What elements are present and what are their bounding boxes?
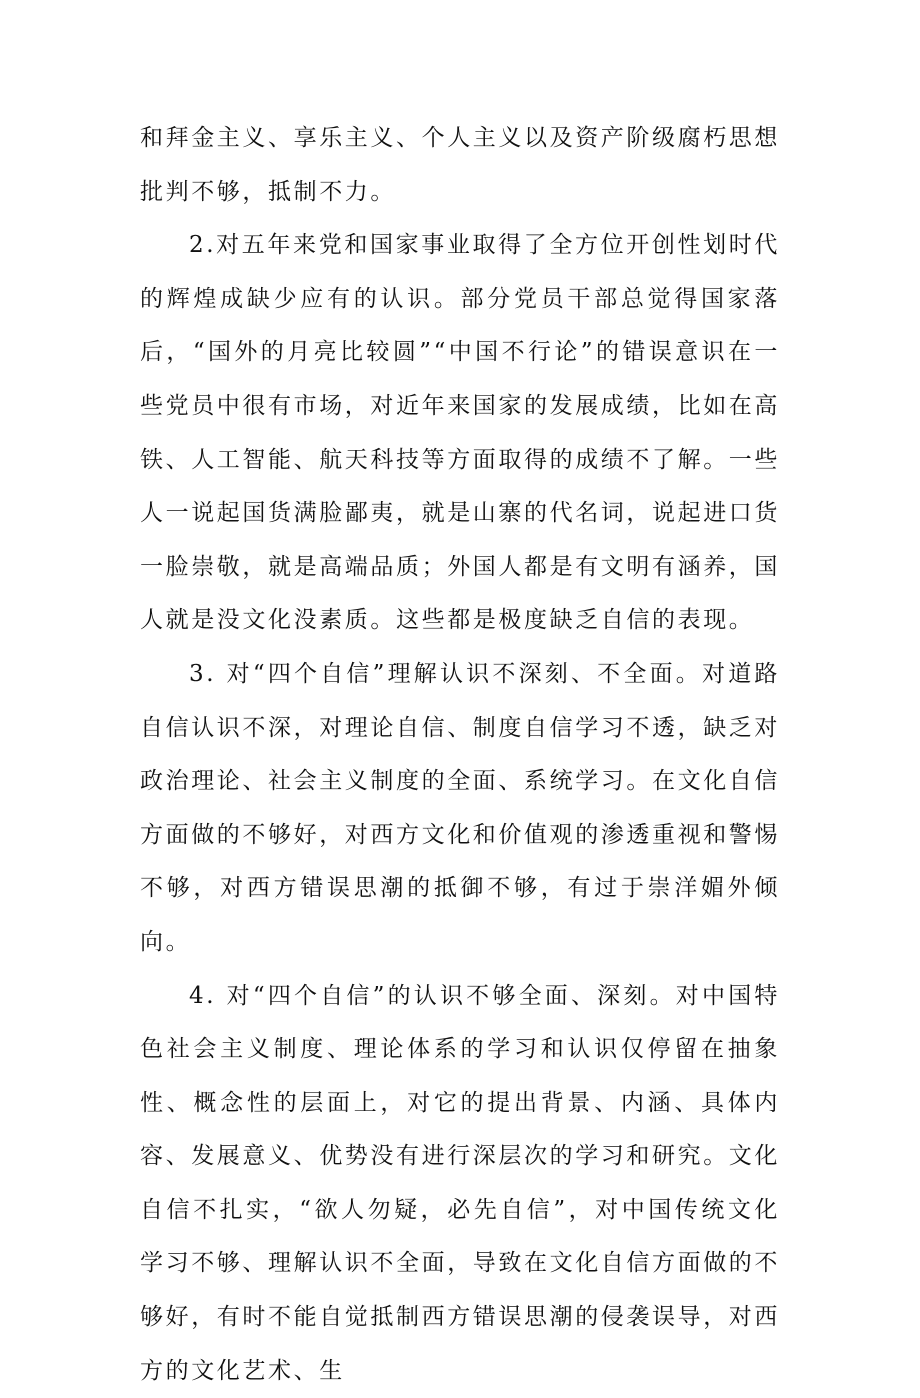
paragraph-point-2: 2.对五年来党和国家事业取得了全方位开创性划时代的辉煌成缺少应有的认识。部分党员干部总觉得国家落后，“国外的月亮比较圆”“中国不行论”的错误意识在一些党员中很有市场，对近年来国家的发展成绩，比如在高铁、人工智能、航天科技等方面取得的成绩不了解。一些人一说起国货满脸鄙夷，就是山寨的代名词，说起进口货一脸崇敬，就是高端品质；外国人都是有文明有涵养，国人就是没文化没素质。这些都是极度缺乏自信的表现。: [140, 219, 780, 648]
paragraph-continuation: 和拜金主义、享乐主义、个人主义以及资产阶级腐朽思想批判不够，抵制不力。: [140, 112, 780, 219]
paragraph-point-3: 3. 对“四个自信”理解认识不深刻、不全面。对道路自信认识不深，对理论自信、制度自信学习不透，缺乏对政治理论、社会主义制度的全面、系统学习。在文化自信方面做的不够好，对西方文化和价值观的渗透重视和警惕不够，对西方错误思潮的抵御不够，有过于崇洋媚外倾向。: [140, 648, 780, 970]
document-body: [140, 112, 780, 1398]
paragraph-point-4: 4. 对“四个自信”的认识不够全面、深刻。对中国特色社会主义制度、理论体系的学习和认识仅停留在抽象性、概念性的层面上，对它的提出背景、内涵、具体内容、发展意义、优势没有进行深层次的学习和研究。文化自信不扎实，“欲人勿疑，必先自信”，对中国传统文化学习不够、理解认识不全面，导致在文化自信方面做的不够好，有时不能自觉抵制西方错误思潮的侵袭误导，对西方的文化艺术、生: [140, 970, 780, 1398]
